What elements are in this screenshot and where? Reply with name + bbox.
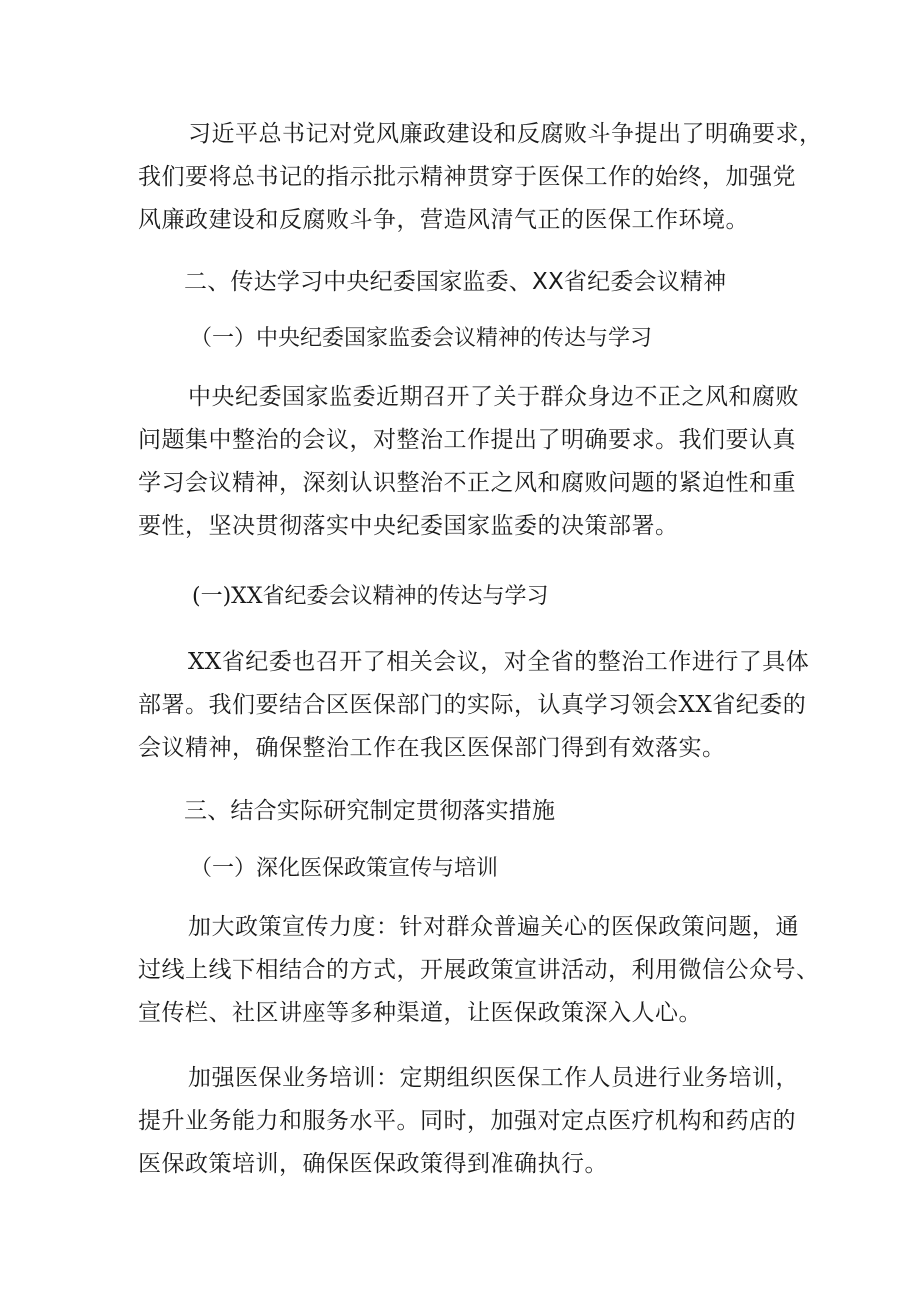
paragraph-provincial-commission [138,641,810,770]
paragraph-business-training [138,1057,799,1186]
paragraph-party-conduct [138,113,823,242]
paragraph-line: 过线上线下相结合的方式，开展政策宣讲活动，利用微信公众号、 [138,957,820,983]
paragraph-line: 学习会议精神，深刻认识整治不正之风和腐败问题的紧迫性和重 [138,470,796,496]
section-heading-3: 三、结合实际研究制定贯彻落实措施 [184,798,556,824]
paragraph-line: 部署。我们要结合区医保部门的实际，认真学习领会XX省纪委的 [138,692,807,718]
section-heading-2: 二、传达学习中央纪委国家监委、XX省纪委会议精神 [184,269,727,295]
paragraph-line: 问题集中整治的会议，对整治工作提出了明确要求。我们要认真 [138,427,796,453]
paragraph-line: 中央纪委国家监委近期召开了关于群众身边不正之风和腐败 [188,384,799,410]
subsection-heading-central-commission: （一）中央纪委国家监委会议精神的传达与学习 [190,326,653,351]
paragraph-line: 医保政策培训，确保医保政策得到准确执行。 [138,1151,608,1177]
paragraph-line: 加强医保业务培训：定期组织医保工作人员进行业务培训， [188,1065,799,1091]
paragraph-line: 宣传栏、社区讲座等多种渠道，让医保政策深入人心。 [138,1000,702,1026]
paragraph-central-commission [138,376,799,548]
paragraph-line: 风廉政建设和反腐败斗争，营造风清气正的医保工作环境。 [138,207,749,233]
subsection-heading-provincial-commission: (一)XX省纪委会议精神的传达与学习 [192,584,549,609]
paragraph-line: 加大政策宣传力度：针对群众普遍关心的医保政策问题，通 [188,914,799,940]
paragraph-line: 习近平总书记对党风廉政建设和反腐败斗争提出了明确要求， [188,121,823,147]
paragraph-line: 会议精神，确保整治工作在我区医保部门得到有效落实。 [138,735,726,761]
subsection-heading-policy-training: （一）深化医保政策宣传与培训 [190,856,499,881]
paragraph-line: XX省纪委也召开了相关会议，对全省的整治工作进行了具体 [188,649,810,675]
paragraph-line: 我们要将总书记的指示批示精神贯穿于医保工作的始终，加强党 [138,164,796,190]
paragraph-line: 要性，坚决贯彻落实中央纪委国家监委的决策部署。 [138,513,679,539]
paragraph-policy-publicity [138,906,820,1035]
paragraph-line: 提升业务能力和服务水平。同时，加强对定点医疗机构和药店的 [138,1108,796,1134]
